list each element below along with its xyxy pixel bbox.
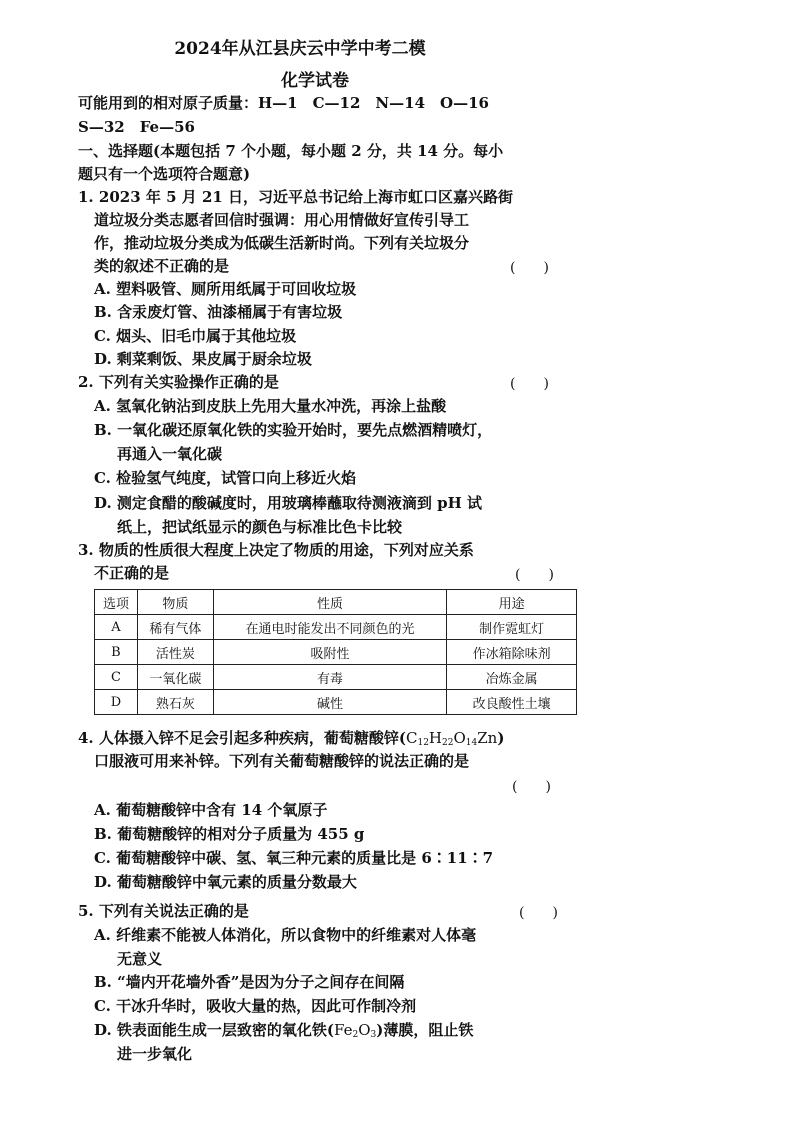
section-heading-line2: 题只有一个选项符合题意) bbox=[78, 165, 251, 183]
q5-answer-bracket: ( ) bbox=[519, 905, 558, 921]
table-header: 物质 bbox=[137, 590, 213, 615]
q1-option-a: A. 塑料吸管、厕所用纸属于可回收垃圾 bbox=[94, 280, 357, 298]
q3-property-table bbox=[94, 589, 577, 715]
q1-stem-line1: 1. 2023 年 5 月 21 日，习近平总书记给上海市虹口区嘉兴路街 bbox=[78, 188, 514, 206]
q5-option-b: B. “墙内开花墙外香”是因为分子之间存在间隔 bbox=[94, 973, 405, 991]
table-cell: 改良酸性土壤 bbox=[447, 690, 577, 715]
q1-option-c: C. 烟头、旧毛巾属于其他垃圾 bbox=[94, 327, 297, 345]
table-cell: A bbox=[95, 615, 138, 640]
table-cell: 有毒 bbox=[213, 665, 446, 690]
q5-option-c: C. 干冰升华时，吸收大量的热，因此可作制冷剂 bbox=[94, 997, 417, 1015]
iron-oxide-formula: $Fe_2O_3$ bbox=[334, 1021, 377, 1040]
table-cell: 冶炼金属 bbox=[447, 665, 577, 690]
table-header-row bbox=[95, 590, 577, 615]
q4-answer-bracket: ( ) bbox=[512, 779, 551, 795]
q2-option-c: C. 检验氢气纯度，试管口向上移近火焰 bbox=[94, 469, 357, 487]
table-cell: 作冰箱除味剂 bbox=[447, 640, 577, 665]
q5-option-a-cont: 无意义 bbox=[117, 950, 163, 968]
q2-option-b: B. 一氧化碳还原氧化铁的实验开始时，要先点燃酒精喷灯， bbox=[94, 421, 493, 439]
q2-answer-bracket: ( ) bbox=[510, 376, 549, 392]
q5-option-d-cont: 进一步氧化 bbox=[117, 1045, 193, 1063]
atomic-mass-line2: S—32 Fe—56 bbox=[78, 118, 195, 136]
q1-stem-line2: 道垃圾分类志愿者回信时强调：用心用情做好宣传引导工 bbox=[94, 211, 470, 229]
atomic-mass-line1: 可能用到的相对原子质量：H—1 C—12 N—14 O—16 bbox=[78, 94, 489, 112]
table-row bbox=[95, 690, 577, 715]
q1-stem-line3: 作，推动垃圾分类成为低碳生活新时尚。下列有关垃圾分 bbox=[94, 234, 470, 252]
q4-option-a: A. 葡萄糖酸锌中含有 14 个氧原子 bbox=[94, 801, 328, 819]
table-header: 性质 bbox=[213, 590, 446, 615]
q3-stem-line1: 3. 物质的性质很大程度上决定了物质的用途，下列对应关系 bbox=[78, 541, 474, 559]
q5-option-a: A. 纤维素不能被人体消化，所以食物中的纤维素对人体毫 bbox=[94, 926, 477, 944]
q4-option-c: C. 葡萄糖酸锌中碳、氢、氧三种元素的质量比是 6∶11∶7 bbox=[94, 849, 494, 867]
q3-stem-line2: 不正确的是 bbox=[94, 564, 170, 582]
q4-option-b: B. 葡萄糖酸锌的相对分子质量为 455 g bbox=[94, 825, 365, 843]
zinc-gluconate-formula: $C_{12}H_{22}O_{14}Zn$ bbox=[405, 729, 498, 748]
table-cell: D bbox=[95, 690, 138, 715]
q1-answer-bracket: ( ) bbox=[510, 260, 549, 276]
q2-option-a: A. 氢氧化钠沾到皮肤上先用大量水冲洗，再涂上盐酸 bbox=[94, 397, 447, 415]
q2-option-d-cont: 纸上，把试纸显示的颜色与标准比色卡比较 bbox=[117, 518, 403, 536]
section-heading-line1: 一、选择题(本题包括 7 个小题，每小题 2 分，共 14 分。每小 bbox=[78, 142, 504, 160]
table-header: 选项 bbox=[95, 590, 138, 615]
q2-option-b-cont: 再通入一氧化碳 bbox=[117, 445, 223, 463]
table-cell: 一氧化碳 bbox=[137, 665, 213, 690]
q4-stem-text: 4. 人体摄入锌不足会引起多种疾病，葡萄糖酸锌( bbox=[78, 729, 406, 747]
q1-option-b: B. 含汞废灯管、油漆桶属于有害垃圾 bbox=[94, 303, 343, 321]
q4-stem-line2: 口服液可用来补锌。下列有关葡萄糖酸锌的说法正确的是 bbox=[94, 752, 470, 770]
q2-stem: 2. 下列有关实验操作正确的是 bbox=[78, 373, 279, 391]
exam-subject: 化学试卷 bbox=[281, 71, 349, 91]
table-cell: 稀有气体 bbox=[137, 615, 213, 640]
table-cell: 碱性 bbox=[213, 690, 446, 715]
table-cell: B bbox=[95, 640, 138, 665]
table-row bbox=[95, 615, 577, 640]
table-cell: 在通电时能发出不同颜色的光 bbox=[213, 615, 446, 640]
table-header: 用途 bbox=[447, 590, 577, 615]
q4-option-d: D. 葡萄糖酸锌中氧元素的质量分数最大 bbox=[94, 873, 357, 891]
q5-stem: 5. 下列有关说法正确的是 bbox=[78, 902, 249, 920]
exam-title: 2024年从江县庆云中学中考二模 bbox=[174, 39, 426, 59]
table-row bbox=[95, 640, 577, 665]
table-cell: 熟石灰 bbox=[137, 690, 213, 715]
q4-stem-line1: 4. 人体摄入锌不足会引起多种疾病，葡萄糖酸锌$(C_{12}H_{22}O_{14}Zn)$ bbox=[78, 729, 505, 748]
table-cell: 活性炭 bbox=[137, 640, 213, 665]
table-cell: 吸附性 bbox=[213, 640, 446, 665]
table-cell: 制作霓虹灯 bbox=[447, 615, 577, 640]
table-cell: C bbox=[95, 665, 138, 690]
q1-stem-line4: 类的叙述不正确的是 bbox=[94, 257, 230, 275]
table-row bbox=[95, 665, 577, 690]
q3-answer-bracket: ( ) bbox=[515, 567, 554, 583]
q2-option-d: D. 测定食醋的酸碱度时，用玻璃棒蘸取待测液滴到 pH 试 bbox=[94, 494, 483, 512]
q1-option-d: D. 剩菜剩饭、果皮属于厨余垃圾 bbox=[94, 350, 312, 368]
q5-option-d: D. 铁表面能生成一层致密的氧化铁$(Fe_2O_3)$薄膜，阻止铁 bbox=[94, 1021, 474, 1040]
